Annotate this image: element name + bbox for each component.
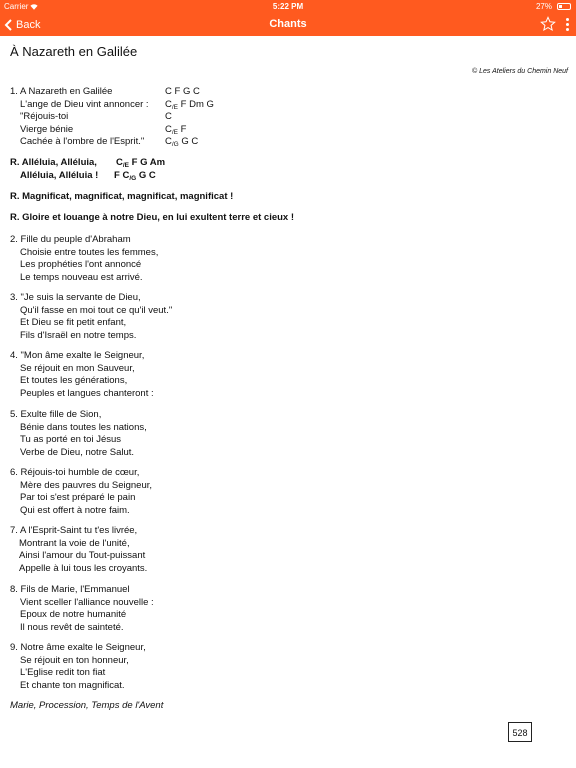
nav-title: Chants [269, 18, 307, 30]
chord: $C_{/E}$ F Dm G [165, 98, 214, 111]
lyric-line: 2. Fille du peuple d'Abraham [10, 234, 131, 245]
page-number: 528 [508, 722, 532, 742]
favorite-star-icon[interactable] [540, 16, 556, 32]
verse-7 [10, 525, 147, 575]
lyric-line: Les prophéties l'ont annoncé [20, 259, 142, 270]
lyric-line: L'ange de Dieu vint annoncer : $C_{/E}$ F Dm G [20, 98, 214, 111]
lyric-line: 3. "Je suis la servante de Dieu, [10, 292, 141, 303]
lyric-line: 1. A Nazareth en Galilée C F G C [10, 86, 200, 97]
lyric-line: Appelle à lui tous les croyants. [19, 562, 148, 574]
chord: $C_{/G}$ G C [165, 136, 199, 148]
verse-4 [10, 350, 154, 400]
lyric-line: Alléluia, Alléluia ! F $C_{/G}$ G C [20, 169, 156, 182]
chord: C F G C [165, 86, 200, 97]
lyric-line: 6. Réjouis-toi humble de cœur, [10, 467, 140, 478]
lyric-line: Verbe de Dieu, notre Salut. [20, 446, 135, 458]
verse-1 [10, 86, 214, 149]
nav-bar [0, 14, 576, 36]
lyric-line: Qu'il fasse en moi tout ce qu'il veut." [20, 304, 173, 316]
lyric-line: Ainsi l'amour du Tout-puissant [19, 550, 146, 561]
lyric-line: Mère des pauvres du Seigneur, [20, 479, 153, 491]
battery-percent: 27% [535, 2, 552, 11]
lyric-line: Bénie dans toutes les nations, [20, 421, 147, 433]
lyric-line: Et Dieu se fit petit enfant, [20, 317, 127, 328]
verse-2 [10, 234, 158, 284]
lyric-line: Et toutes les générations, [20, 375, 128, 386]
lyric-line: Cachée à l'ombre de l'Esprit." $C_{/G}$ G C [20, 136, 199, 148]
lyric-line: Vierge bénie $C_{/E}$ F [20, 123, 187, 136]
lyric-line: Vient sceller l'alliance nouvelle : [20, 596, 154, 608]
lyric-line: Epoux de notre humanité [20, 609, 127, 620]
lyric-line: 8. Fils de Marie, l'Emmanuel [10, 584, 130, 595]
refrain-alleluia [10, 157, 166, 182]
lyric-line: 5. Exulte fille de Sion, [10, 409, 102, 420]
lyric-line: R. Alléluia, Alléluia, $C_{/E}$ F G Am [10, 157, 166, 169]
song-title: À Nazareth en Galilée [10, 44, 138, 59]
lyric-line: Fils d'Israël en notre temps. [20, 329, 137, 341]
lyric-line: Le temps nouveau est arrivé. [20, 271, 143, 283]
copyright: © Les Ateliers du Chemin Neuf [472, 68, 568, 75]
verse-8 [10, 584, 154, 634]
carrier-label: Carrier [4, 2, 29, 11]
lyric-line: Se réjouit en ton honneur, [20, 654, 129, 666]
back-label: Back [16, 19, 41, 31]
lyric-line: Choisie entre toutes les femmes, [20, 246, 159, 258]
lyric-line: Par toi s'est préparé le pain [20, 492, 136, 503]
lyric-line: Qui est offert à notre faim. [20, 504, 130, 516]
lyric-line: 9. Notre âme exalte le Seigneur, [10, 642, 146, 653]
lyric-line: Tu as porté en toi Jésus [20, 434, 122, 445]
chord: F $C_{/G}$ G C [114, 169, 156, 182]
verse-3 [10, 292, 172, 342]
chord: $C_{/E}$ F [165, 123, 187, 136]
verse-5 [10, 409, 147, 459]
song-tags: Marie, Procession, Temps de l'Avent [10, 700, 164, 711]
verse-6 [10, 467, 152, 517]
refrain-gloire: R. Gloire et louange à notre Dieu, en lui exultent terre et cieux ! [10, 212, 295, 223]
lyric-line: Il nous revêt de sainteté. [20, 621, 124, 633]
verse-9 [10, 642, 146, 692]
clock: 5:22 PM [272, 2, 304, 11]
battery-fill [559, 5, 562, 8]
refrain-magnificat: R. Magnificat, magnificat, magnificat, magnificat ! [10, 191, 234, 202]
lyric-line: 4. "Mon âme exalte le Seigneur, [10, 350, 145, 361]
lyric-line: 7. A l'Esprit-Saint tu t'es livrée, [10, 525, 138, 536]
lyric-line: Et chante ton magnificat. [20, 679, 125, 691]
lyric-line: "Réjouis-toi C [20, 111, 172, 122]
lyric-line: Montrant la voie de l'unité, [19, 537, 130, 549]
lyric-line: L'Eglise redit ton fiat [20, 667, 106, 678]
battery-icon [557, 3, 571, 10]
chord: C [165, 111, 172, 122]
more-options-icon[interactable] [562, 17, 572, 33]
lyric-line: Peuples et langues chanteront : [20, 387, 154, 399]
status-bar [0, 0, 576, 14]
lyric-line: Se réjouit en mon Sauveur, [20, 362, 135, 374]
chord: $C_{/E}$ F G Am [116, 157, 166, 169]
